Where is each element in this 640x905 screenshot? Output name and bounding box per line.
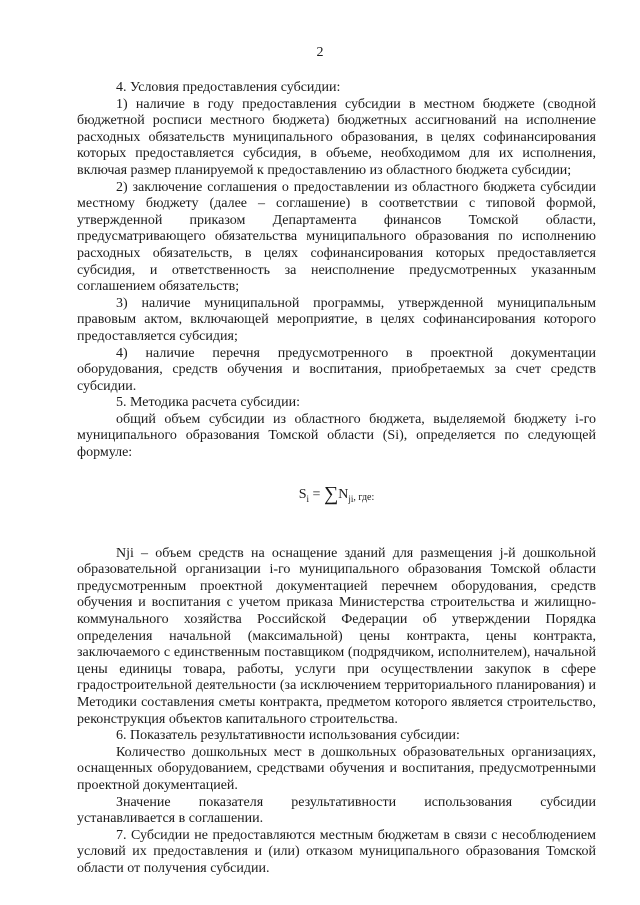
condition-1: 1) наличие в году предоставления субсидии в местном бюджете (сводной бюджетной росписи местного бюджета) бюджетных ассигнований на исполнение расходных обязательств муниципального образования, в целях софинансирования которых предоставляется субсидия, в объеме, необходимом для их исполнения, включая размер планируемой к предоставлению из областного бюджета субсидии; — [77, 96, 596, 178]
section-6-title: 6. Показатель результативности использования субсидии: — [116, 728, 460, 744]
formula-term-sub: ji — [348, 493, 354, 504]
document-body — [77, 80, 596, 878]
condition-2: 2) заключение соглашения о предоставлении из областного бюджета субсидии местному бюджету (далее – соглашение) в соответствии с типовой формой, утвержденной приказом Департамента финансов Томской области, предусматривающего обязательства муниципального образования по исполнению расходных обязательств, в целях софинансирования которых предоставляется субсидия, и ответственность за неисполнение предусмотренных указанным соглашением обязательств; — [77, 179, 596, 295]
section-5-intro: общий объем субсидии из областного бюджета, выделяемой бюджету i-го муниципального образования Томской области (Si), определяется по следующей формуле: — [77, 411, 596, 461]
formula-term: N — [338, 486, 349, 502]
condition-4: 4) наличие перечня предусмотренного в проектной документации оборудования, средств обучения и воспитания, приобретаемых за счет средств субсидии. — [77, 345, 596, 394]
section-6-text: Количество дошкольных мест в дошкольных образовательных организациях, оснащенных оборудованием, средствами обучения и воспитания, предусмотренными проектной документацией. — [77, 744, 596, 793]
formula-lhs: S — [298, 486, 307, 502]
formula-tail: , где: — [353, 491, 375, 503]
subsidy-formula — [77, 462, 596, 546]
formula-equals: = — [312, 486, 321, 502]
formula-lhs-sub: i — [306, 493, 310, 504]
sum-symbol: ∑ — [323, 482, 339, 505]
section-7: 7. Субсидии не предоставляются местным бюджетам в связи с несоблюдением условий их предоставления и (или) отказом муниципального образования Томской области от получения субсидии. — [77, 827, 596, 876]
page-number: 2 — [316, 45, 324, 60]
section-4-title: 4. Условия предоставления субсидии: — [116, 80, 341, 95]
condition-3: 3) наличие муниципальной программы, утвержденной муниципальным правовым актом, включающей мероприятие, в целях софинансирования которого предоставляется субсидия; — [77, 295, 596, 344]
nji-definition: Nji – объем средств на оснащение зданий для размещения j-й дошкольной образовательной организации i-го муниципального образования Томской области предусмотренным проектной документацией перечнем оборудования, средств обучения и воспитания с учетом приказа Министерства строительства и жилищно-коммунального хозяйства Российской Федерации об утверждении Порядка определения начальной (максимальной) цены контракта, цены контракта, заключаемого с единственным поставщиком (подрядчиком, исполнителем), начальной цены единицы товара, работы, услуги при осуществлении закупок в сфере градостроительной деятельности (за исключением территориального планирования) и Методики составления сметы контракта, предметом которого является строительство, реконструкция объектов капитального строительства. — [77, 545, 596, 727]
section-6-value: Значение показателя результативности использования субсидии устанавливается в соглашении. — [77, 794, 596, 827]
section-5-title: 5. Методика расчета субсидии: — [116, 395, 301, 411]
